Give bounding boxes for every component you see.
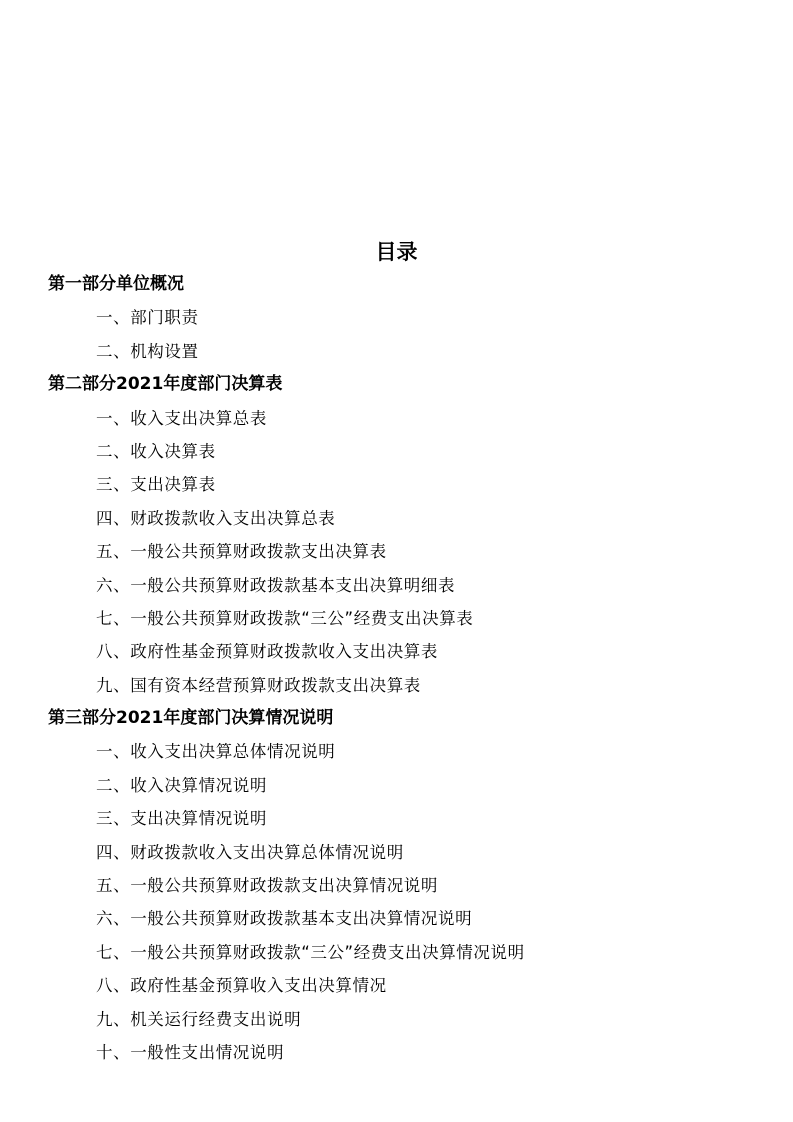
toc-item: 六、一般公共预算财政拨款基本支出决算情况说明 [96, 909, 473, 929]
toc-item: 二、收入决算情况说明 [96, 775, 267, 795]
toc-item: 一、部门职责 [96, 308, 199, 328]
toc-item: 九、机关运行经费支出说明 [96, 1009, 302, 1029]
toc-item: 三、支出决算表 [96, 475, 216, 495]
table-of-contents [0, 236, 793, 1069]
toc-item: 八、政府性基金预算财政拨款收入支出决算表 [96, 642, 438, 662]
toc-item: 二、机构设置 [96, 341, 199, 361]
toc-part-heading: 第三部分2021年度部门决算情况说明 [48, 708, 334, 729]
toc-item: 七、一般公共预算财政拨款“三公”经费支出决算表 [96, 608, 474, 628]
toc-item: 九、国有资本经营预算财政拨款支出决算表 [96, 675, 421, 695]
toc-item: 十、一般性支出情况说明 [96, 1042, 285, 1062]
toc-item: 一、收入支出决算总表 [96, 408, 267, 428]
toc-title: 目录 [375, 240, 418, 264]
toc-item: 三、支出决算情况说明 [96, 809, 267, 829]
toc-item: 五、一般公共预算财政拨款支出决算表 [96, 542, 387, 562]
toc-part-heading: 第二部分2021年度部门决算表 [48, 374, 283, 395]
toc-item: 四、财政拨款收入支出决算总表 [96, 508, 336, 528]
toc-list [0, 268, 793, 1069]
toc-item: 八、政府性基金预算收入支出决算情况 [96, 976, 387, 996]
toc-item: 四、财政拨款收入支出决算总体情况说明 [96, 842, 404, 862]
toc-item: 一、收入支出决算总体情况说明 [96, 742, 336, 762]
toc-item: 六、一般公共预算财政拨款基本支出决算明细表 [96, 575, 456, 595]
toc-item: 七、一般公共预算财政拨款“三公”经费支出决算情况说明 [96, 942, 525, 962]
toc-item: 二、收入决算表 [96, 441, 216, 461]
toc-item: 五、一般公共预算财政拨款支出决算情况说明 [96, 876, 438, 896]
toc-part-heading: 第一部分单位概况 [48, 274, 184, 294]
